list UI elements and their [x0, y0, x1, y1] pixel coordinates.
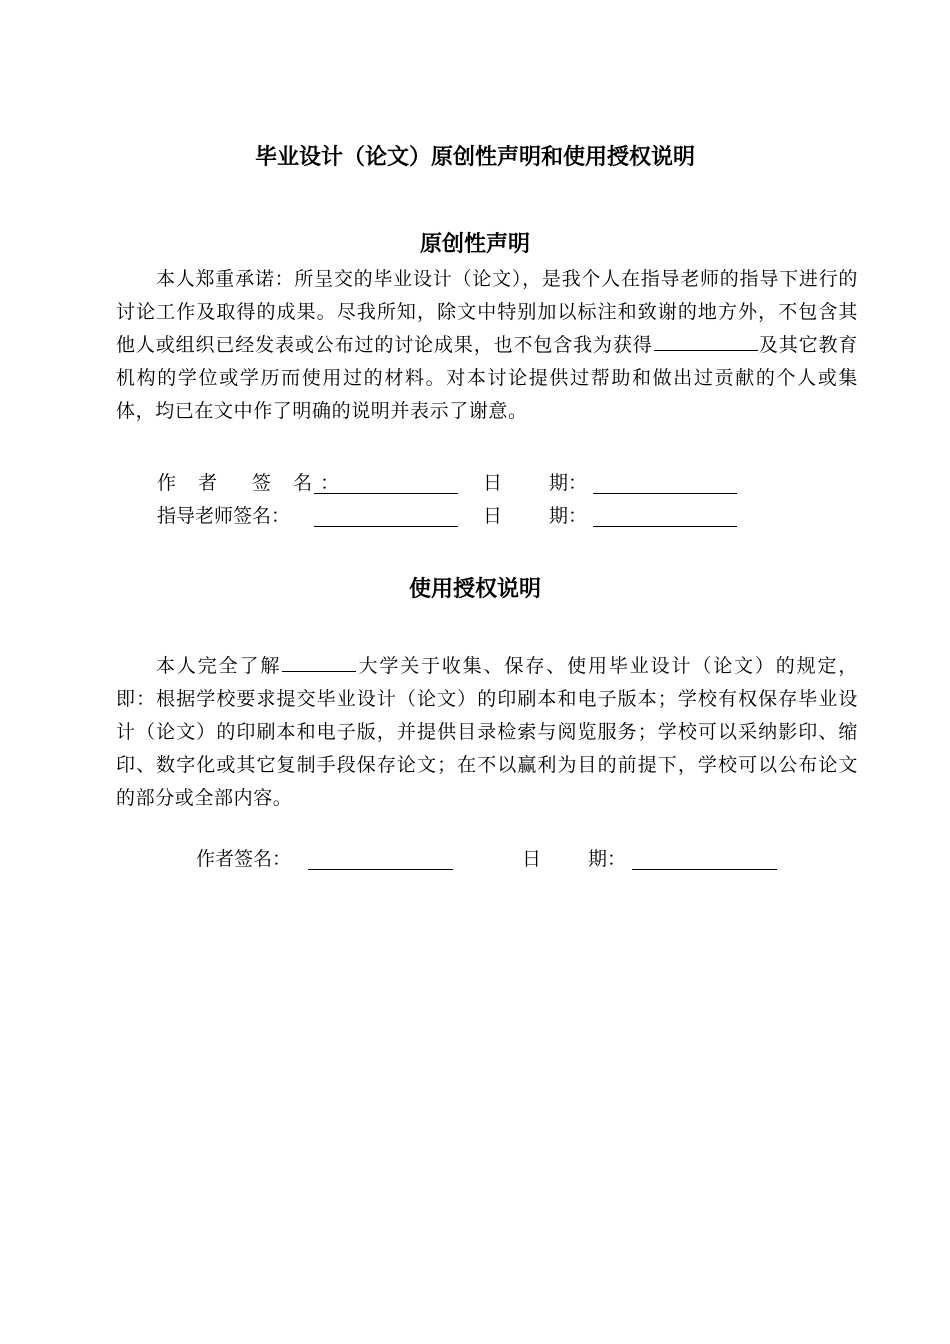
author-signature-row — [0, 467, 950, 500]
advisor-date-line — [593, 526, 737, 527]
advisor-signature-row — [0, 500, 950, 533]
university-blank — [282, 651, 356, 672]
authorization-paragraph — [116, 650, 858, 815]
originality-text-before-blank: 本人郑重承诺：所呈交的毕业设计（论文），是我个人在指导老师的指导下进行的讨论工作及取得的成果。尽我所知，除文中特别加以标注和致谢的地方外，不包含其他人或组织已经发表或公布过的讨论成果，也不包含我为获得 — [116, 268, 858, 356]
document-title: 毕业设计（论文）原创性声明和使用授权说明 — [254, 145, 695, 170]
authorization-date-label-1: 日 — [522, 848, 542, 870]
author-signature-label: 作 者 签 名： — [157, 472, 348, 494]
author-date-line — [593, 493, 737, 494]
advisor-signature-label: 指导老师签名： — [157, 505, 291, 527]
authorization-signature-line — [308, 869, 453, 870]
authorization-heading: 使用授权说明 — [408, 577, 541, 602]
originality-paragraph — [116, 263, 858, 428]
originality-heading: 原创性声明 — [419, 232, 530, 257]
authorization-date-label-2: 期： — [588, 848, 627, 870]
authorization-text-before-blank: 本人完全了解 — [156, 655, 282, 677]
advisor-date-label-2: 期： — [549, 505, 588, 527]
authorization-signature-row — [0, 843, 950, 876]
author-signature-line — [314, 493, 458, 494]
authorization-text-after-blank: 大学关于收集、保存、使用毕业设计（论文）的规定，即：根据学校要求提交毕业设计（论文）的印刷本和电子版本；学校有权保存毕业设计（论文）的印刷本和电子版，并提供目录检索与阅览服务；学校可以采纳影印、缩印、数字化或其它复制手段保存论文；在不以赢利为目的前提下，学校可以公布论文的部分或全部内容。 — [116, 655, 858, 809]
advisor-signature-line — [314, 526, 458, 527]
advisor-date-label-1: 日 — [483, 505, 503, 527]
originality-text-after-blank: 及其它教育机构的学位或学历而使用过的材料。对本讨论提供过帮助和做出过贡献的个人或集体，均已在文中作了明确的说明并表示了谢意。 — [116, 334, 858, 422]
authorization-date-line — [632, 869, 777, 870]
author-date-label-2: 期： — [549, 472, 588, 494]
degree-blank — [654, 330, 758, 351]
author-date-label-1: 日 — [483, 472, 503, 494]
authorization-signature-label: 作者签名： — [196, 848, 292, 870]
